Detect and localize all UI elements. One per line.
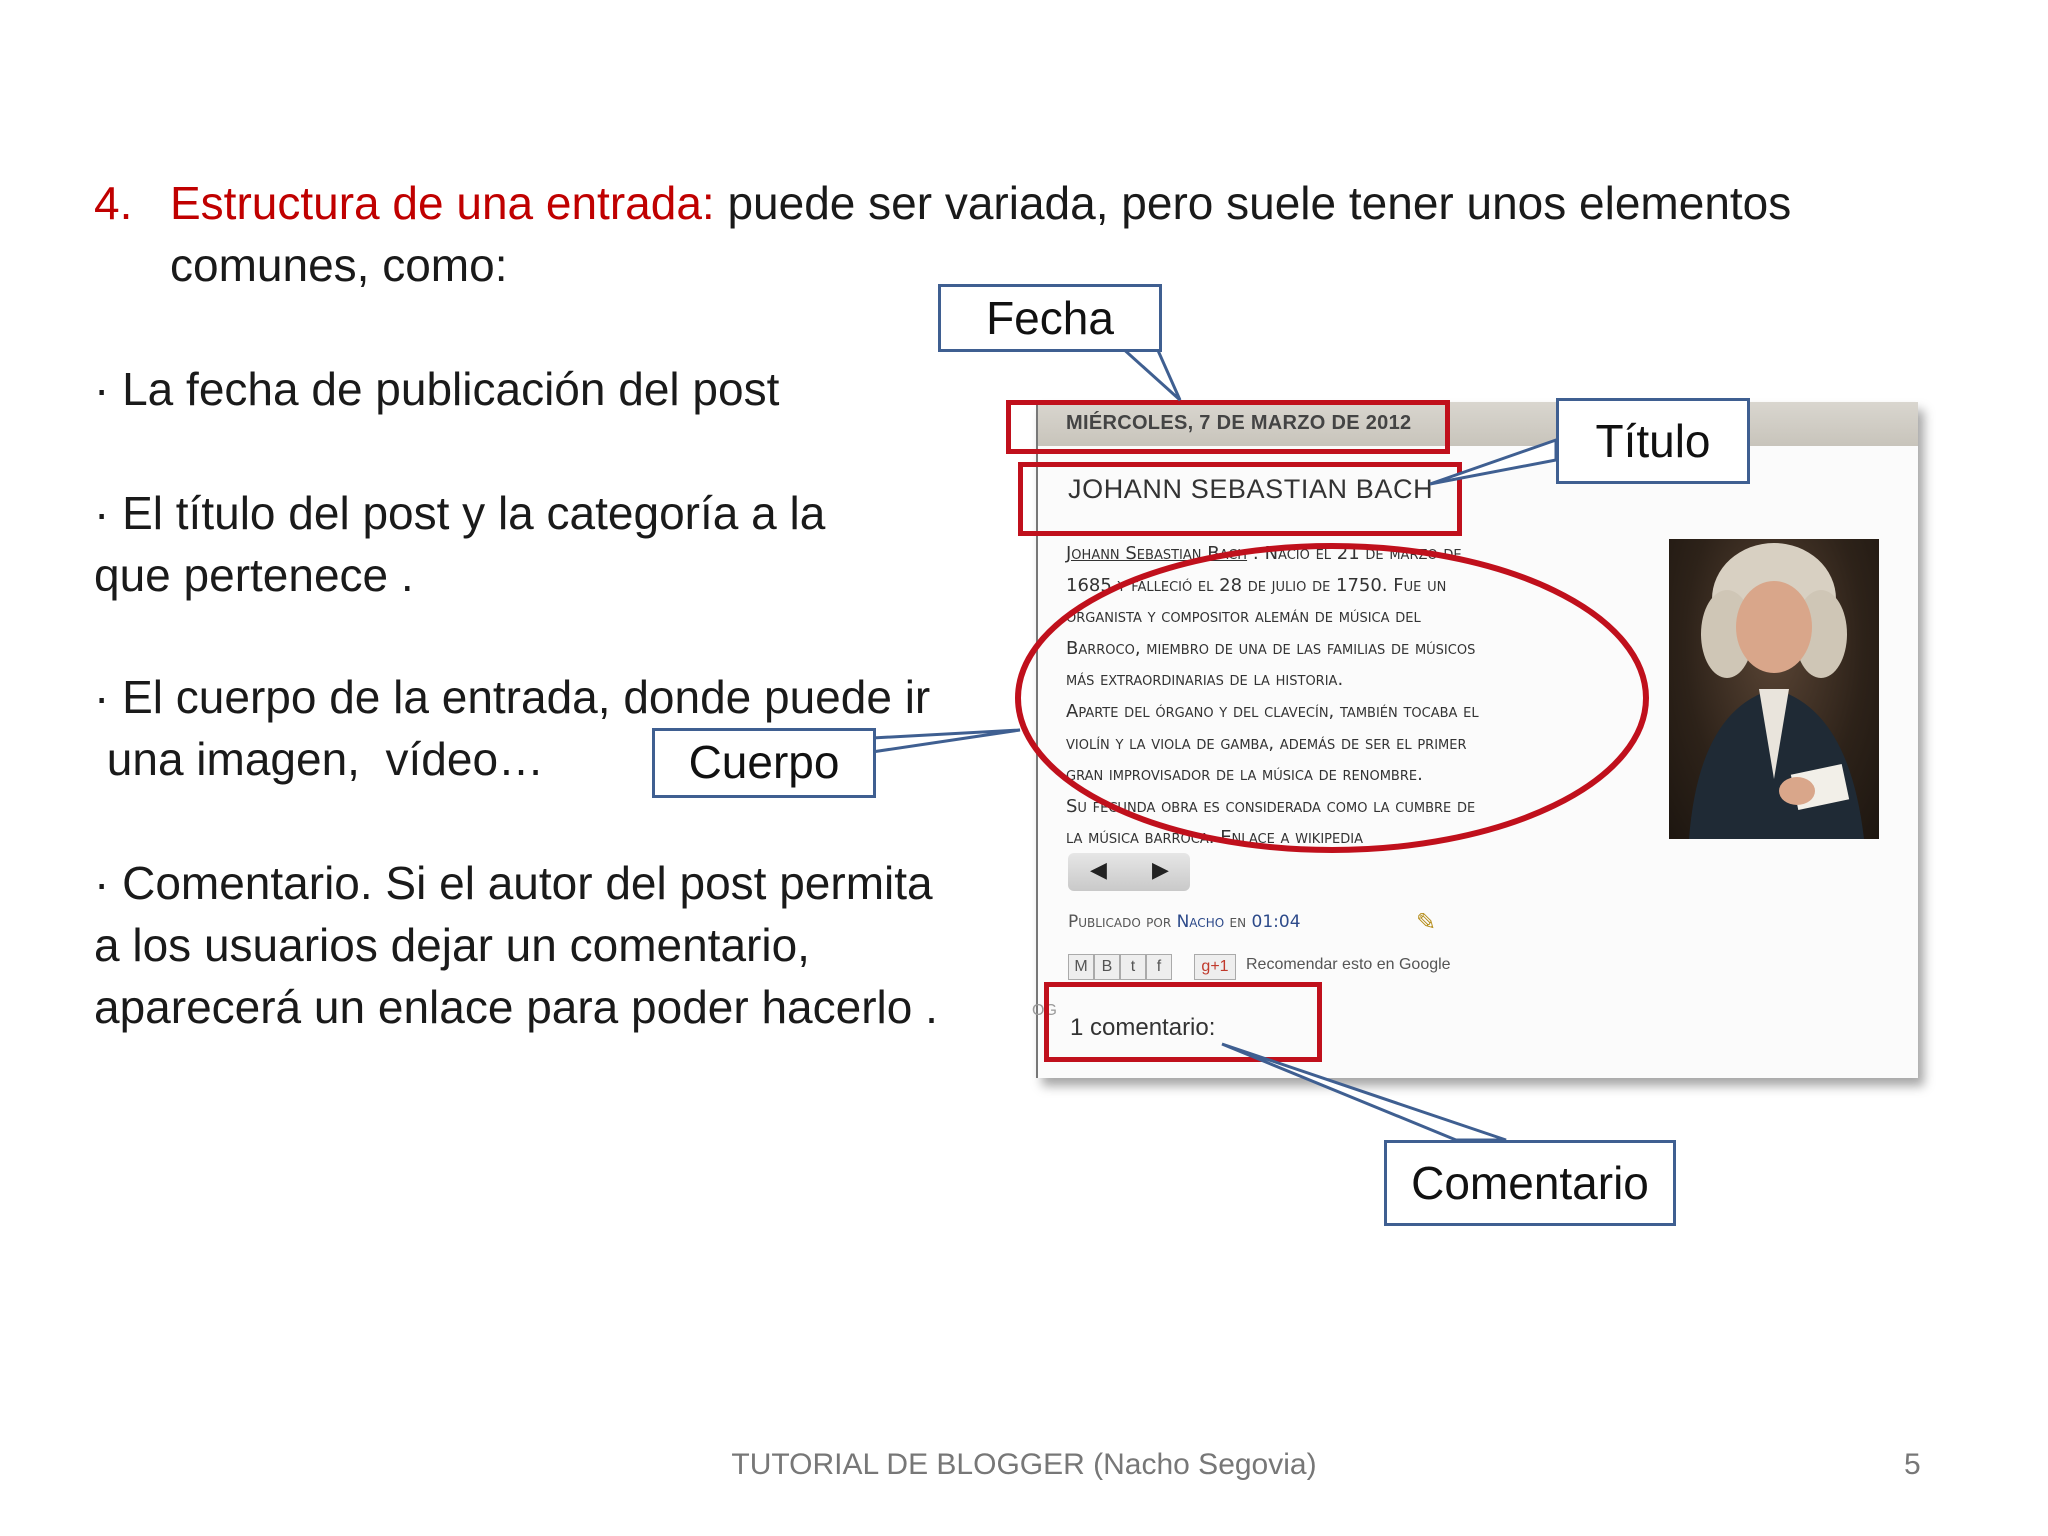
bullet-comentario-line-1: · Comentario. Si el autor del post permita — [94, 857, 933, 909]
author-link[interactable]: Nacho — [1176, 912, 1225, 932]
callout-comentario: Comentario — [1384, 1140, 1676, 1226]
post-body-line: 1685 y falleció el 28 de julio de 1750. Fue un — [1066, 574, 1447, 596]
fecha-pointer — [1120, 346, 1180, 400]
byline-prefix: Publicado por — [1068, 912, 1177, 932]
bullet-titulo-line-2: que pertenece . — [94, 549, 414, 601]
gplus-button[interactable]: g+1 — [1194, 954, 1236, 980]
twitter-share-icon[interactable]: t — [1120, 954, 1146, 980]
bullet-titulo-line-1: · El título del post y la categoría a la — [94, 487, 826, 539]
post-date: MIÉRCOLES, 7 DE MARZO DE 2012 — [1066, 412, 1412, 434]
heading-line-1-rest: puede ser variada, pero suele tener unos elementos — [714, 177, 1792, 229]
callout-fecha: Fecha — [938, 284, 1162, 352]
byline-mid: en — [1224, 912, 1252, 932]
post-body-line: más extraordinarias de la historia. — [1066, 669, 1344, 691]
page-number: 5 — [1904, 1448, 1921, 1481]
comments-link[interactable]: 1 comentario: — [1070, 1014, 1216, 1041]
play-icon[interactable]: ▶ — [1152, 857, 1169, 882]
cuerpo-pointer — [872, 730, 1020, 752]
callout-titulo: Título — [1556, 398, 1750, 484]
bullet-cuerpo-line-1: · El cuerpo de la entrada, donde puede ir — [94, 671, 931, 723]
bullet-cuerpo-line-2: una imagen, vídeo… — [94, 733, 545, 785]
post-title[interactable]: JOHANN SEBASTIAN BACH — [1068, 474, 1434, 504]
blog-this-icon[interactable]: B — [1094, 954, 1120, 980]
post-time-link[interactable]: 01:04 — [1251, 912, 1301, 932]
facebook-share-icon[interactable]: f — [1146, 954, 1172, 980]
email-share-icon[interactable]: M — [1068, 954, 1094, 980]
prev-icon[interactable]: ◀ — [1090, 857, 1107, 882]
post-body-link[interactable]: Johann Sebastian Bach — [1066, 543, 1248, 564]
post-body-line: Aparte del órgano y del clavecín, también tocaba el — [1066, 700, 1479, 722]
post-body-line: Barroco, miembro de una de las familias de músicos — [1066, 637, 1476, 659]
heading-number: 4. — [94, 177, 133, 229]
bullet-fecha: · La fecha de publicación del post — [94, 363, 780, 415]
heading-title: Estructura de una entrada: — [170, 177, 715, 229]
recommend-text: Recomendar esto en Google — [1246, 956, 1451, 973]
post-body-line: Su fecunda obra es considerada como la cumbre de — [1066, 795, 1476, 817]
bullet-comentario-line-3: aparecerá un enlace para poder hacerlo . — [94, 981, 938, 1033]
post-body-line: organista y compositor alemán de música del — [1066, 606, 1421, 628]
post-body-line: gran improvisador de la música de renombre. — [1066, 764, 1423, 786]
bullet-comentario-line-2: a los usuarios dejar un comentario, — [94, 919, 810, 971]
callout-cuerpo: Cuerpo — [652, 728, 876, 798]
edit-pencil-icon[interactable]: ✎ — [1416, 909, 1437, 936]
post-body-line: : Nació el 21 de marzo de — [1247, 543, 1462, 564]
heading-line-2: comunes, como: — [170, 239, 508, 291]
slide-footer: TUTORIAL DE BLOGGER (Nacho Segovia) — [731, 1448, 1317, 1481]
post-body-line: la música barroca. Enlace a wikipedia — [1066, 827, 1363, 849]
titulo-pointer — [1430, 440, 1556, 484]
post-body-line: violín y la viola de gamba, además de ser el primer — [1066, 732, 1467, 754]
og-fragment: OG — [1032, 1002, 1057, 1019]
comentario-pointer — [1222, 1044, 1506, 1140]
body-ellipse — [1018, 546, 1646, 850]
